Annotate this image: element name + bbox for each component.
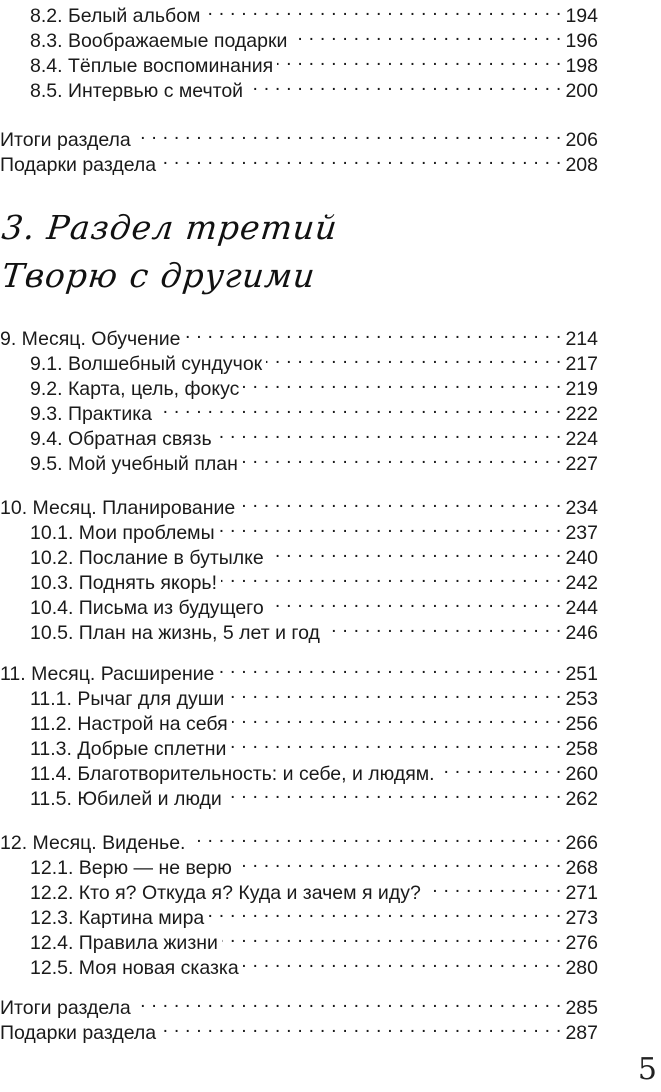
toc-entry-title: 11.1. Рычаг для души [30,688,225,710]
section-heading-line2: Творю с другими [0,256,318,295]
toc-entry-page: 244 [565,597,598,619]
toc-entry [30,849,598,879]
toc-entry-page: 260 [565,763,598,785]
toc-leader-dots [232,705,562,730]
toc-leader-dots [268,539,562,564]
toc-leader-dots [156,395,561,420]
toc-entry-title: 12.3. Картина мира [30,907,205,929]
toc-entry-page: 227 [565,453,598,475]
toc-entry-title: 9.3. Практика [30,403,153,425]
toc-leader-dots [291,22,561,47]
toc-entry-title: Итоги раздела [0,997,131,1019]
toc-entry-page: 224 [565,428,598,450]
page-number: 5 [637,1052,657,1087]
toc-entry-page: 280 [565,957,598,979]
toc-entry-title: 9.4. Обратная связь [30,428,212,450]
toc-entry-page: 285 [565,997,598,1019]
toc-leader-dots [208,899,561,924]
toc-leader-dots [228,680,561,705]
toc-chapter-title: 10. Месяц. Планирование [0,497,236,519]
toc-entry-title: 11.5. Юбилей и люди [30,788,222,810]
toc-entry [30,395,598,425]
toc-entry-title: 8.2. Белый альбом [30,5,201,27]
toc-entry [30,730,598,760]
toc-entry-title: 10.3. Поднять якорь! [30,572,218,594]
toc-entry-page: 256 [565,713,598,735]
toc-leader-dots [230,730,561,755]
toc-entry-title: Подарки раздела [0,154,157,176]
toc-leader-dots [216,420,562,445]
toc-entry-page: 198 [565,55,598,77]
toc-entry-page: 222 [565,403,598,425]
toc-chapter-title: 9. Месяц. Обучение [0,328,181,350]
toc-entry-page: 208 [565,154,598,176]
toc-entry-title: 9.2. Карта, цель, фокус [30,378,240,400]
toc-entry [30,924,598,954]
toc-leader-dots [189,824,561,849]
toc-entry [30,680,598,710]
toc-entry [0,121,598,151]
toc-entry [0,989,598,1019]
toc-entry-page: 271 [565,882,598,904]
toc-entry-title: 12.4. Правила жизни [30,932,218,954]
toc-leader-dots [222,924,562,949]
toc-entry [30,949,598,979]
toc-entry-page: 262 [565,788,598,810]
toc-entry [30,0,598,27]
toc-entry [30,370,598,400]
section-heading-line1: 3. Раздел третий [0,208,340,247]
toc-leader-dots [439,755,562,780]
toc-entry-page: 237 [565,522,598,544]
toc-entry-page: 242 [565,572,598,594]
toc-chapter-page: 251 [565,663,598,685]
toc-entry-page: 246 [565,622,598,644]
toc-chapter-title: 11. Месяц. Расширение [0,663,215,685]
toc-entry-page: 253 [565,688,598,710]
toc-entry [30,47,598,77]
toc-leader-dots [247,72,561,97]
toc-entry-page: 268 [565,857,598,879]
toc-entry-title: 11.3. Добрые сплетни [30,738,227,760]
toc-chapter-title: 12. Месяц. Виденье. [0,832,186,854]
toc-entry-page: 287 [565,1022,598,1044]
toc-entry [30,589,598,619]
toc-entry-page: 273 [565,907,598,929]
toc-entry [30,72,598,102]
toc-entry-title: 12.5. Моя новая сказка [30,957,239,979]
toc-leader-dots [135,121,562,146]
toc-chapter-page: 266 [565,832,598,854]
toc-leader-dots [277,47,561,72]
toc-chapter-page: 214 [565,328,598,350]
toc-leader-dots [242,445,562,470]
toc-leader-dots [221,564,561,589]
toc-chapter [0,320,598,350]
toc-chapter [0,655,598,685]
toc-leader-dots [219,514,562,539]
toc-entry-title: 11.4. Благотворительность: и себе, и людям. [30,763,435,785]
toc-entry [30,755,598,785]
toc-entry-page: 276 [565,932,598,954]
toc-entry [30,445,598,475]
toc-entry [30,345,598,375]
toc-leader-dots [218,655,561,680]
toc-entry-title: 9.1. Волшебный сундучок [30,353,263,375]
toc-entry [30,420,598,450]
toc-entry-page: 258 [565,738,598,760]
toc-entry [30,705,598,735]
toc-leader-dots [324,614,562,639]
toc-entry-title: 10.5. План на жизнь, 5 лет и год [30,622,320,644]
toc-entry [30,564,598,594]
toc-entry [30,539,598,569]
toc-entry-title: 8.3. Воображаемые подарки [30,30,288,52]
toc-entry-title: 10.1. Мои проблемы [30,522,215,544]
toc-entry-title: Подарки раздела [0,1022,157,1044]
toc-entry-title: 8.5. Интервью с мечтой [30,80,244,102]
toc-entry-title: 9.5. Мой учебный план [30,453,238,475]
toc-leader-dots [266,345,561,370]
toc-leader-dots [239,489,561,514]
toc-entry [30,22,598,52]
toc-entry-page: 200 [565,80,598,102]
toc-leader-dots [236,849,562,874]
toc-entry [0,146,598,176]
toc-chapter [0,824,598,854]
toc-entry-title: 12.1. Верю — не верю [30,857,232,879]
toc-entry-title: Итоги раздела [0,129,131,151]
toc-chapter-page: 234 [565,497,598,519]
toc-entry-title: 10.2. Послание в бутылке [30,547,264,569]
toc-leader-dots [268,589,562,614]
toc-leader-dots [243,370,561,395]
toc-entry-page: 194 [565,5,598,27]
toc-entry-title: 11.2. Настрой на себя [30,713,228,735]
toc-entry-page: 206 [565,129,598,151]
toc-entry-page: 219 [565,378,598,400]
toc-entry [30,780,598,810]
toc-entry [30,874,598,904]
toc-chapter [0,489,598,519]
toc-entry-title: 10.4. Письма из будущего [30,597,264,619]
toc-entry-page: 217 [565,353,598,375]
toc-entry-page: 240 [565,547,598,569]
toc-leader-dots [160,146,561,171]
toc-entry-page: 196 [565,30,598,52]
toc-entry [30,614,598,644]
toc-leader-dots [243,949,562,974]
toc-leader-dots [204,0,561,22]
toc-entry [30,899,598,929]
toc-entry [30,514,598,544]
toc-entry-title: 12.2. Кто я? Откуда я? Куда и зачем я иду? [30,882,421,904]
toc-leader-dots [135,989,562,1014]
toc-leader-dots [425,874,562,899]
toc-leader-dots [184,320,561,345]
toc-entry [0,1014,598,1044]
toc-leader-dots [160,1014,561,1039]
toc-entry-title: 8.4. Тёплые воспоминания [30,55,274,77]
toc-leader-dots [226,780,562,805]
